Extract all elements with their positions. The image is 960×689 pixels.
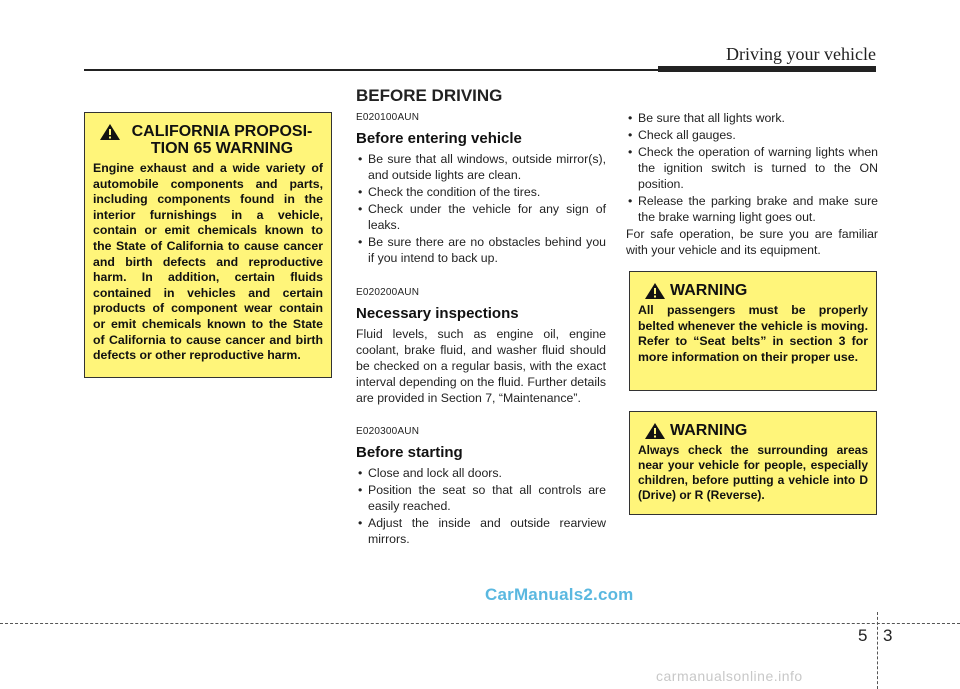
before-entering-list (356, 151, 606, 266)
list-item: • Be sure there are no obstacles behind you if you intend to back up. (356, 234, 606, 266)
header-rule-accent (658, 66, 876, 72)
list-item: • Be sure that all lights work. (626, 110, 878, 126)
seatbelt-warning-header (644, 282, 868, 300)
warning-triangle-icon (644, 282, 666, 300)
list-item: • Adjust the inside and outside rearview mirrors. (356, 515, 606, 547)
section-title: BEFORE DRIVING (356, 86, 503, 105)
warning-triangle-icon (644, 422, 666, 440)
california-warning-title: CALIFORNIA PROPOSI-TION 65 WARNING (131, 123, 313, 157)
seatbelt-warning-title: WARNING (670, 282, 748, 299)
footer-divider (877, 612, 878, 689)
seatbelt-warning-body: All passengers must be properly belted whenever the vehicle is moving. Refer to “Seat belts” in section 3 for more information on their proper use. (638, 303, 868, 364)
list-item: • Check the condition of the tires. (356, 184, 606, 200)
list-item: • Close and lock all doors. (356, 465, 606, 481)
before-entering-code: E020100AUN (356, 112, 420, 123)
right-column (626, 110, 878, 258)
list-item: • Position the seat so that all controls are easily reached. (356, 482, 606, 514)
seatbelt-warning-box (629, 271, 877, 391)
necessary-inspections-body: Fluid levels, such as engine oil, engine coolant, brake fluid, and washer fluid should be checked on a regular basis, with the exact interval depending on the fluid. Further details are provided in Section 7, “Maintenance”. (356, 327, 606, 405)
section-number: 5 (858, 626, 868, 645)
surroundings-warning-body: Always check the surrounding areas near your vehicle for people, especially children, before putting a vehicle into D (Drive) or R (Reverse). (638, 443, 868, 502)
list-item: • Release the parking brake and make sure the brake warning light goes out. (626, 193, 878, 225)
necessary-inspections-heading: Necessary inspections (356, 305, 519, 322)
list-item: • Check under the vehicle for any sign of leaks. (356, 201, 606, 233)
before-starting-heading: Before starting (356, 444, 463, 461)
list-item: • Check all gauges. (626, 127, 878, 143)
before-starting-list (356, 465, 606, 547)
warning-triangle-icon (99, 123, 121, 141)
page-header-title: Driving your vehicle (726, 44, 876, 64)
before-starting-code: E020300AUN (356, 426, 420, 437)
list-item: • Be sure that all windows, outside mirror(s), and outside lights are clean. (356, 151, 606, 183)
surroundings-warning-header (644, 422, 868, 440)
page-number: 3 (883, 626, 893, 645)
before-entering-heading: Before entering vehicle (356, 130, 522, 147)
right-column-list (626, 110, 878, 225)
watermark-link[interactable]: CarManuals2.com (485, 585, 634, 604)
footer-rule (0, 623, 960, 624)
california-warning-box (84, 112, 332, 378)
list-item: • Check the operation of warning lights when the ignition switch is turned to the ON position. (626, 144, 878, 192)
right-column-closing: For safe operation, be sure you are familiar with your vehicle and its equipment. (626, 227, 878, 257)
california-warning-body: Engine exhaust and a wide variety of automobile components and parts, including components found in the interior furnishings in a vehicle, contain or emit chemicals known to the State of California to cause cancer and birth defects and reproductive harm. In addition, certain fluids contained in vehicles and certain products of component wear contain or emit chemicals known to the State of California to cause cancer and birth defects or other reproductive harm. (93, 161, 323, 363)
california-warning-header (99, 123, 323, 157)
surroundings-warning-box (629, 411, 877, 515)
middle-column (356, 110, 606, 548)
surroundings-warning-title: WARNING (670, 422, 748, 439)
necessary-inspections-code: E020200AUN (356, 287, 420, 298)
site-watermark: carmanualsonline.info (656, 668, 803, 684)
